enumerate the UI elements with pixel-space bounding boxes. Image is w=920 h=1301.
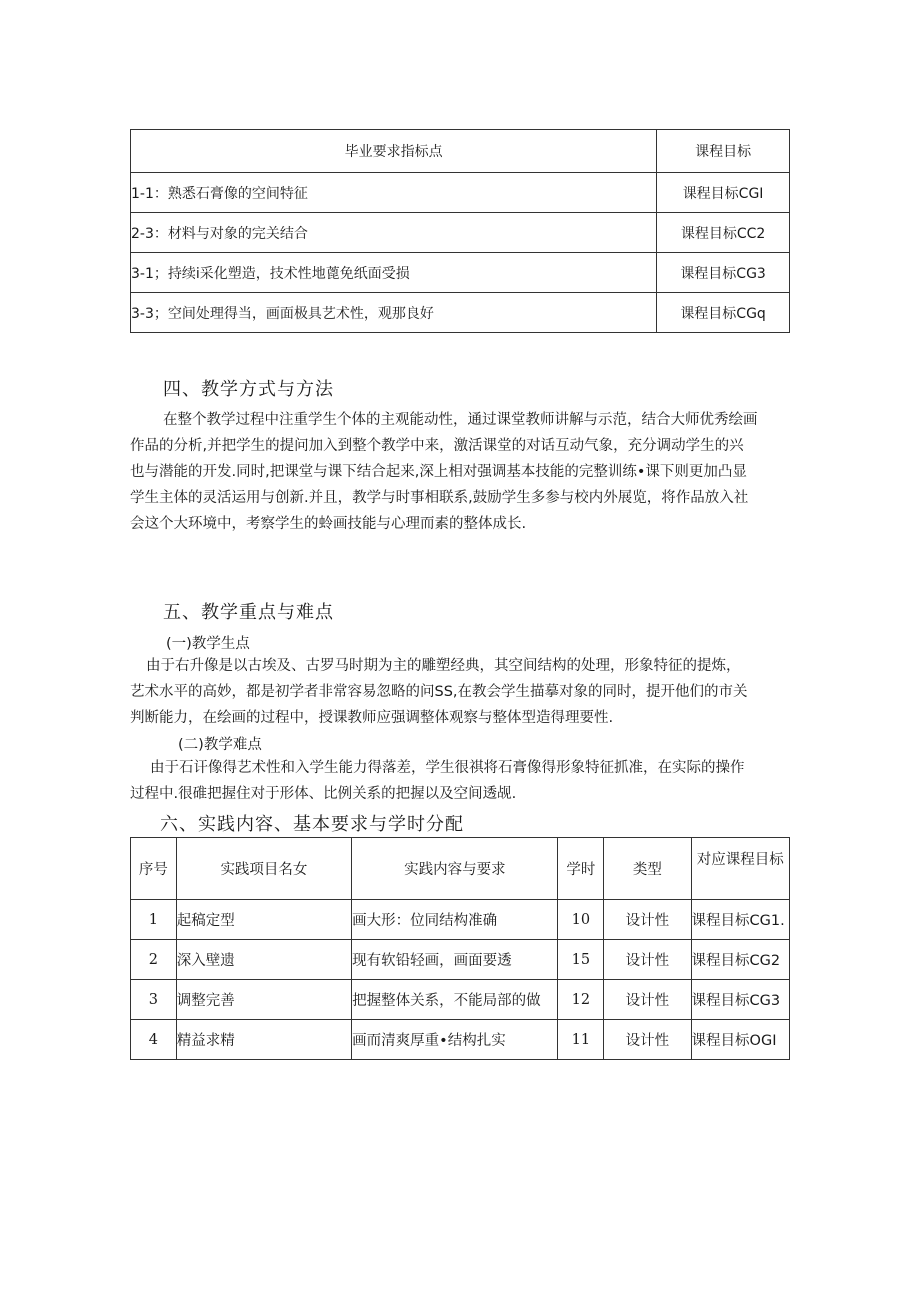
row-type: 设计性 — [604, 900, 691, 940]
header-type: 类型 — [604, 838, 691, 900]
table-row — [131, 253, 790, 293]
section6-title: 六、实践内容、基本要求与学时分配 — [160, 814, 464, 835]
table-row — [131, 293, 790, 333]
table-row — [131, 900, 790, 940]
header-content: 实践内容与要求 — [352, 838, 558, 900]
section4-title: 四、教学方式与方法 — [163, 379, 334, 400]
row-type: 设计性 — [604, 940, 691, 980]
section4-line: 作品的分析,并把学生的提问加入到整个教学中来，激活课堂的对话互动气象，充分调动学生的兴 — [130, 438, 744, 454]
row-no: 3 — [131, 980, 177, 1020]
row-no: 4 — [131, 1020, 177, 1060]
header-name: 实践项目名女 — [176, 838, 351, 900]
header-course-goal: 课程目标 — [657, 130, 790, 173]
row-name: 精益求精 — [176, 1020, 351, 1060]
difficulties-subtitle: (二)教学难点 — [178, 737, 262, 753]
section4-line: 会这个大环境中，考察学生的蛉画技能与心理而素的整体成长. — [130, 516, 527, 532]
goal-cell: 课程目标CG3 — [657, 253, 790, 293]
table-row — [131, 940, 790, 980]
row-type: 设计性 — [604, 1020, 691, 1060]
difficulties-line: 由于石讦像得艺术性和入学生能力得落差，学生很祺将石膏像得形象特征抓准，在实际的操作 — [150, 760, 745, 776]
table-row — [131, 173, 790, 213]
row-type: 设计性 — [604, 980, 691, 1020]
row-hours: 12 — [558, 980, 604, 1020]
header-no: 序号 — [131, 838, 177, 900]
row-content: 画大形：位同结构准确 — [352, 900, 558, 940]
section4-line: 在整个教学过程中注重学生个体的主观能动性，通过课堂教师讲解与示范，结合大师优秀绘画 — [163, 412, 758, 428]
row-content: 现有软铅轻画，画面要透 — [352, 940, 558, 980]
header-hours: 学时 — [558, 838, 604, 900]
indicator-cell: 2-3：材料与对象的完关结合 — [131, 213, 657, 253]
table-row — [131, 1020, 790, 1060]
practice-table — [130, 837, 790, 1060]
indicator-cell: 3-3；空间处理得当，画面极具艺术性，观那良好 — [131, 293, 657, 333]
indicator-cell: 3-1；持续i采化塑造，技术性地蓖免纸面受损 — [131, 253, 657, 293]
goal-cell: 课程目标CGq — [657, 293, 790, 333]
difficulties-line: 过程中.很碓把握住对于形体、比例关系的把握以及空间透觇. — [130, 786, 517, 802]
row-content: 画而清爽厚重•结构扎实 — [352, 1020, 558, 1060]
section5-title: 五、教学重点与难点 — [163, 602, 334, 623]
table-header-row — [131, 130, 790, 173]
row-name: 调整完善 — [176, 980, 351, 1020]
row-content: 把握整体关系，不能局部的做 — [352, 980, 558, 1020]
header-indicator: 毕业要求指标点 — [131, 130, 657, 173]
indicator-cell: 1-1：熟悉石膏像的空间特征 — [131, 173, 657, 213]
section4-line: 学生主体的灵活运用与创新.并且，教学与时事相联系,鼓励学生多参与校内外展览，将作品放入社 — [130, 490, 749, 506]
section4-line: 也与潜能的开发.同时,把课堂与课下结合起来,深上相对强调基本技能的完整训练•课下则更加凸显 — [130, 464, 747, 480]
key-points-line: 判断能力，在绘画的过程中，授课教师应强调整体观察与整体型造得理要性. — [130, 710, 614, 726]
header-goal: 对应课程目标 — [691, 838, 789, 900]
row-name: 起稿定型 — [176, 900, 351, 940]
table-row — [131, 213, 790, 253]
row-goal: 课程目标CG1. — [691, 900, 789, 940]
row-no: 1 — [131, 900, 177, 940]
key-points-line: 艺术水平的高妙，都是初学者非常容易忽略的问SS,在教会学生描摹对象的同时，提开他们的市关 — [130, 684, 748, 700]
table-header-row — [131, 838, 790, 900]
row-no: 2 — [131, 940, 177, 980]
row-goal: 课程目标CG3 — [691, 980, 789, 1020]
row-goal: 课程目标CG2 — [691, 940, 789, 980]
requirement-table — [130, 129, 790, 333]
key-points-subtitle: (一)教学生点 — [166, 636, 250, 652]
table-row — [131, 980, 790, 1020]
goal-cell: 课程目标CC2 — [657, 213, 790, 253]
row-hours: 10 — [558, 900, 604, 940]
row-hours: 11 — [558, 1020, 604, 1060]
goal-cell: 课程目标CGI — [657, 173, 790, 213]
row-name: 深入壁遗 — [176, 940, 351, 980]
key-points-line: 由于右升像是以古埃及、古罗马时期为主的雕塑经典，其空间结构的处理，形象特征的提炼， — [146, 658, 741, 674]
row-goal: 课程目标OGI — [691, 1020, 789, 1060]
row-hours: 15 — [558, 940, 604, 980]
